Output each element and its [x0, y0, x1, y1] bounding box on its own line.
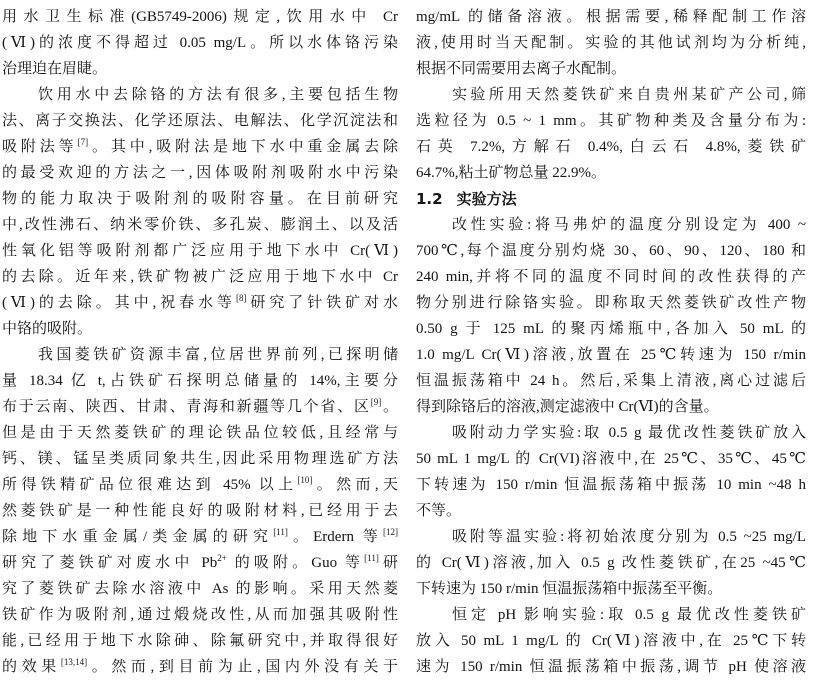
text-line: 液,使用时当天配制。实验的其他试剂均为分析纯, — [416, 35, 806, 51]
text-line: 中铬的吸附。 — [2, 321, 93, 337]
text-line — [2, 394, 398, 420]
ion-charge-superscript: 2+ — [217, 553, 227, 563]
text-line: 治理迫在眉睫。 — [2, 61, 108, 77]
text-line: 我国菱铁矿资源丰富,位居世界前列,已探明储 — [38, 347, 398, 363]
text-line: 中,改性沸石、纳米零价铁、多孔炭、膨润土、以及活 — [2, 217, 398, 233]
text-line: 下转速为 150 r/min 恒温振荡箱中振荡至平衡。 — [416, 581, 723, 597]
text-line: 不等。 — [416, 503, 462, 519]
text-segment: 。Erdern 等 — [287, 529, 383, 545]
text-line: 性氧化铝等吸附剂都广泛应用于地下水中 Cr(Ⅵ) — [2, 243, 398, 259]
left-column — [2, 4, 398, 680]
text-segment: 。 — [381, 399, 398, 415]
text-line: 的最受欢迎的方法之一,因体吸附剂吸附水中污染 — [2, 165, 398, 181]
text-line: 铁矿作为吸附剂,通过煅烧改性,从而加强其吸附性 — [2, 607, 398, 623]
text-line: 能,已经用于地下水除砷、除氟研究中,并取得很好 — [2, 633, 398, 649]
text-line: 饮用水中去除铬的方法有很多,主要包括生物 — [38, 87, 398, 103]
text-line: 石英 7.2%,方解石 0.4%,白云石 4.8%,菱铁矿 — [416, 139, 806, 155]
text-line: 法、离子交换法、化学还原法、电解法、化学沉淀法和 — [2, 113, 398, 129]
text-line — [2, 524, 398, 550]
text-line: 放入 50 mL 1 mg/L 的 Cr(Ⅵ)溶液中,在 25℃下转 — [416, 633, 806, 649]
text-line — [2, 472, 398, 498]
text-line: 下转速为 150 r/min 恒温振荡箱中振荡 10 min ~48 h — [416, 477, 806, 493]
text-line: 240 min,并将不同的温度不同时间的改性获得的产 — [416, 269, 806, 285]
text-line: 然菱铁矿是一种性能良好的吸附材料,已经用于去 — [2, 503, 398, 519]
text-line: (Ⅵ)的浓度不得超过 0.05 mg/L。所以水体铬污染 — [2, 35, 398, 51]
text-segment: 研究了菱铁矿对废水中 Pb — [2, 555, 218, 571]
citation-superscript: [7] — [77, 137, 89, 147]
text-line: 1.0 mg/L Cr(Ⅵ)溶液,放置在 25℃转速为 150 r/min — [416, 347, 806, 363]
text-segment: 的吸附。Guo 等 — [226, 555, 365, 571]
citation-superscript: [8] — [235, 293, 247, 303]
paragraph-isotherm-experiment — [416, 524, 806, 602]
text-line: 量 18.34 亿 t,占铁矿石探明总储量的 14%,主要分 — [2, 373, 398, 389]
text-line: 改性实验:将马弗炉的温度分别设定为 400 ~ — [452, 217, 806, 233]
section-title: 实验方法 — [456, 190, 517, 208]
text-line: 速为 150 r/min 恒温振荡箱中振荡,调节 pH 使溶液 — [416, 659, 806, 675]
text-segment: 。然而,天 — [312, 477, 398, 493]
text-line: 700℃,每个温度分别灼烧 30、60、90、120、180 和 — [416, 243, 806, 259]
text-line: 根据不同需要用去离子水配制。 — [416, 61, 627, 77]
text-segment: 布于云南、陕西、甘肃、青海和新疆等几个省、区 — [2, 399, 371, 415]
right-column — [416, 4, 806, 680]
text-line: 实验所用天然菱铁矿来自贵州某矿产公司,筛 — [452, 87, 806, 103]
text-line: 用水卫生标准(GB5749-2006)规定,饮用水中 Cr — [2, 9, 398, 25]
text-line — [2, 654, 398, 680]
text-segment: 。然而,到目前为止,国内外没有关于 — [87, 659, 398, 675]
text-segment: 吸附法等 — [2, 139, 78, 155]
text-segment: 。其中,吸附法是地下水中重金属去除 — [88, 139, 398, 155]
citation-superscript: [11] — [364, 553, 379, 563]
text-line: 物分别进行除铬实验。即称取天然菱铁矿改性产物 — [416, 295, 806, 311]
text-line: mg/mL 的储备溶液。根据需要,稀释配制工作溶 — [416, 9, 806, 25]
paragraph-kinetics-experiment — [416, 420, 806, 524]
text-line: 但是由于天然菱铁矿的理论铁品位较低,且经常与 — [2, 425, 398, 441]
text-line: 吸附动力学实验:取 0.5 g 最优改性菱铁矿放入 — [452, 425, 806, 441]
text-line: 物的能力取决于吸附剂的吸附容量。在目前研究 — [2, 191, 398, 207]
citation-superscript: [12] — [383, 527, 398, 537]
paragraph-removal-methods — [2, 82, 398, 342]
text-segment: 研 — [378, 555, 398, 571]
citation-superscript: [11] — [273, 527, 288, 537]
text-line: 吸附等温实验:将初始浓度分别为 0.5 ~25 mg/L — [452, 529, 806, 545]
text-line: 的去除。近年来,铁矿物被广泛应用于地下水中 Cr — [2, 269, 398, 285]
citation-superscript: [9] — [370, 397, 382, 407]
text-segment: 所得铁精矿品位很难达到 45% 以上 — [2, 477, 298, 493]
text-line: 钙、镁、锰呈类质同象共生,因此采用物理选矿方法 — [2, 451, 398, 467]
text-line: 0.50 g 于 125 mL 的聚丙烯瓶中,各加入 50 mL 的 — [416, 321, 806, 337]
text-line: 的 Cr(Ⅵ)溶液,加入 0.5 g 改性菱铁矿,在25 ~45℃ — [416, 555, 806, 571]
paragraph-siderite-resources — [2, 342, 398, 680]
text-line — [2, 290, 398, 316]
paragraph-continuation — [2, 4, 398, 82]
text-segment: 的效果 — [2, 659, 61, 675]
citation-superscript: [10] — [297, 475, 313, 485]
section-heading — [416, 186, 806, 212]
citation-superscript: [13,14] — [60, 657, 88, 667]
text-segment: 除地下水重金属/类金属的研究 — [2, 529, 274, 545]
text-line: 64.7%,粘土矿物总量 22.9%。 — [416, 165, 606, 181]
text-line — [2, 134, 398, 160]
text-line: 选粒径为 0.5 ~ 1 mm。其矿物种类及含量分布为: — [416, 113, 806, 129]
paragraph-siderite-sample — [416, 82, 806, 186]
text-line: 究了菱铁矿去除水溶液中 As 的影响。采用天然菱 — [2, 581, 398, 597]
text-segment: (Ⅵ)的去除。其中,祝春水等 — [2, 295, 236, 311]
section-number: 1.2 — [416, 190, 443, 208]
text-line: 恒定 pH 影响实验:取 0.5 g 最优改性菱铁矿 — [452, 607, 806, 623]
text-line — [2, 550, 398, 576]
paragraph-modification-experiment — [416, 212, 806, 420]
paragraph-ph-experiment — [416, 602, 806, 680]
text-line: 50 mL 1 mg/L 的 Cr(VI)溶液中,在 25℃、35℃、45℃ — [416, 451, 806, 467]
text-segment: 研究了针铁矿对水 — [246, 295, 398, 311]
text-line: 得到除铬后的溶液,测定滤液中 Cr(Ⅵ)的含量。 — [416, 399, 719, 415]
paragraph-continuation — [416, 4, 806, 82]
text-line: 恒温振荡箱中 24 h。然后,采集上清液,离心过滤后 — [416, 373, 806, 389]
